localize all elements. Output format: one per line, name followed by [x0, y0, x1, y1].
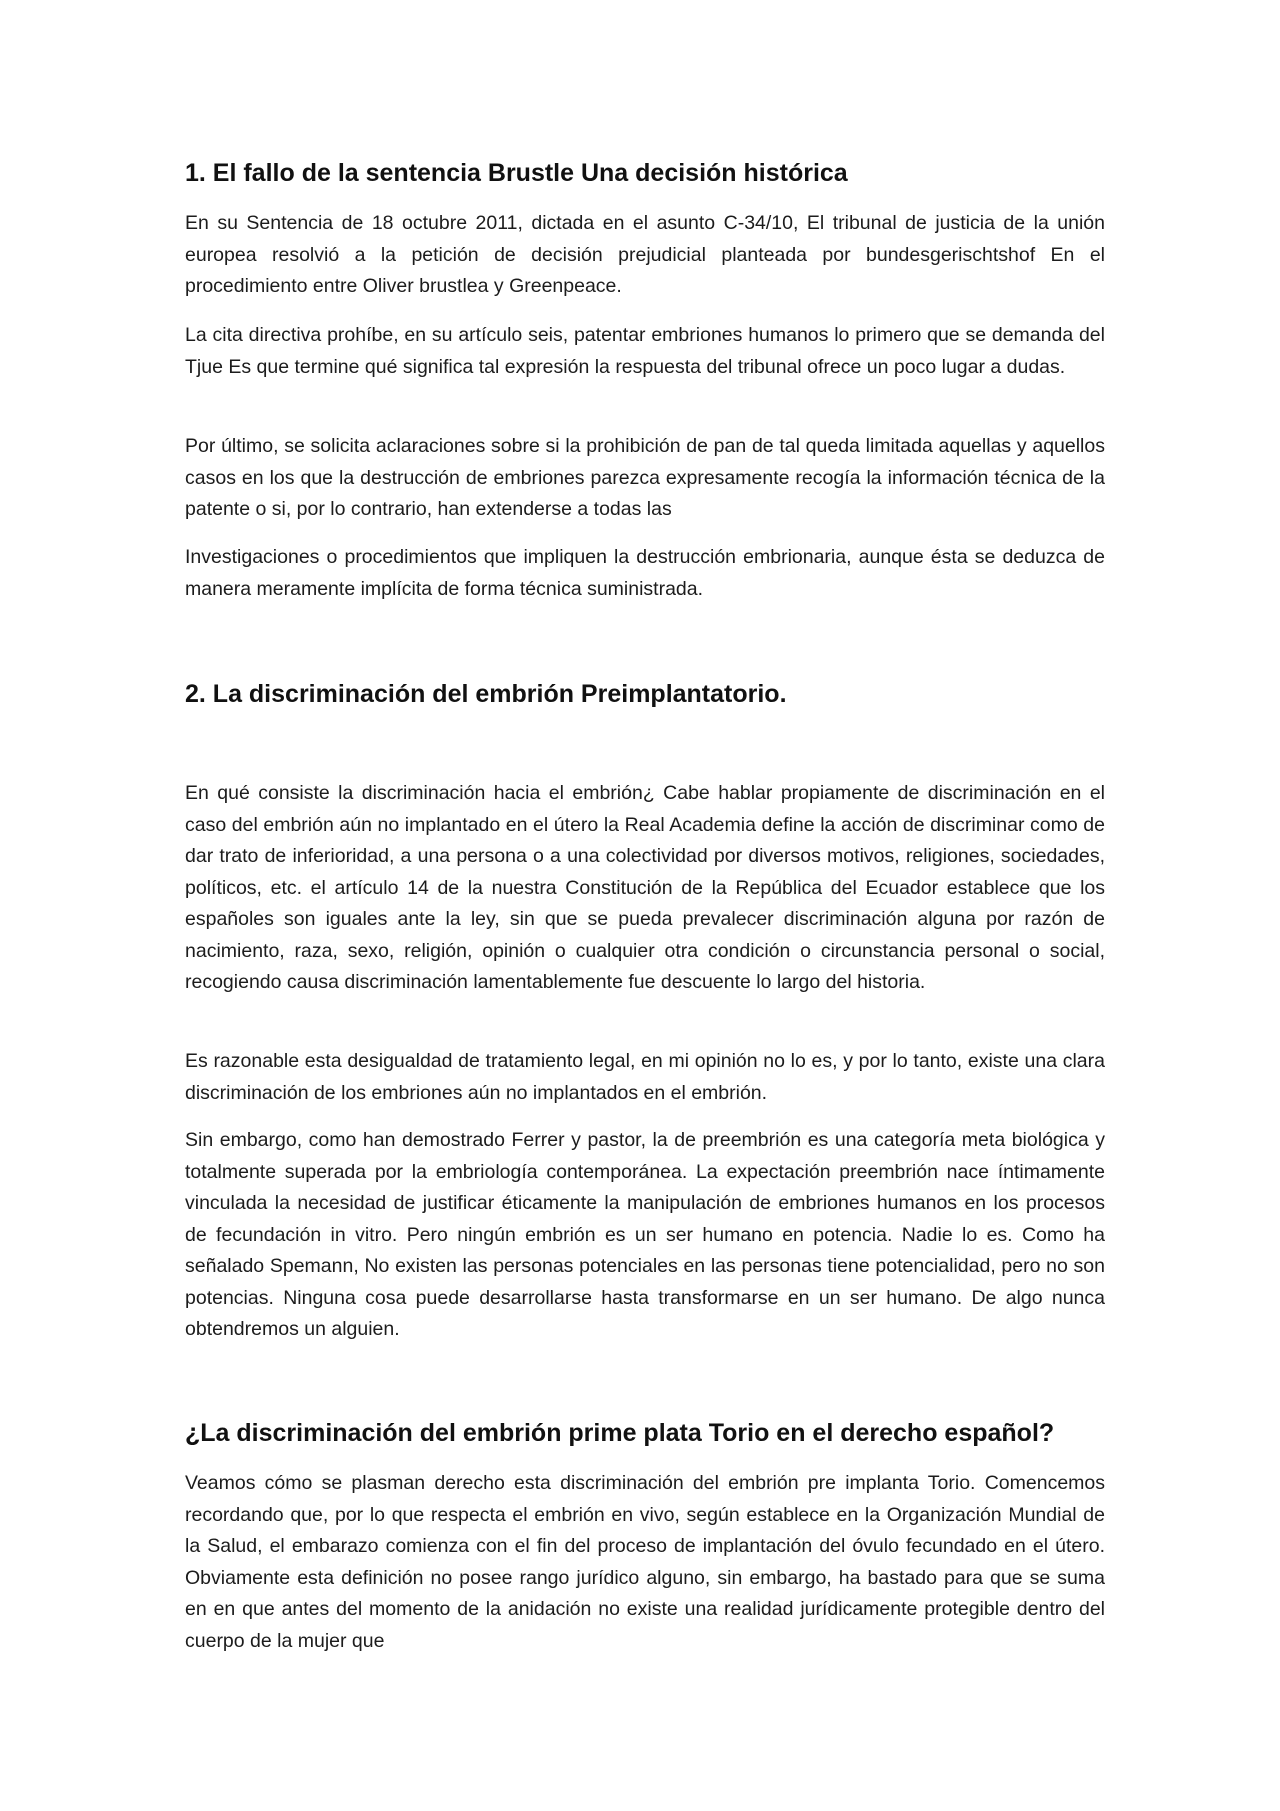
section-1-paragraph-4: Investigaciones o procedimientos que impliquen la destrucción embrionaria, aunque ésta se deduzca de manera meramente implícita de forma técnica suministrada.	[185, 546, 1105, 600]
section-2-heading: 2. La discriminación del embrión Preimplantatorio.	[185, 680, 787, 708]
section-1-paragraph-3: Por último, se solicita aclaraciones sobre si la prohibición de pan de tal queda limitada aquellas y aquellos casos en los que la destrucción de embriones parezca expresamente recogía la información técnica de la patente o si, por lo contrario, han extenderse a todas las	[185, 435, 1105, 520]
section-1-paragraph-1: En su Sentencia de 18 octubre 2011, dictada en el asunto C-34/10, El tribunal de justicia de la unión europea resolvió a la petición de decisión prejudicial planteada por bundesgerischtshof En el procedimiento entre Oliver brustlea y Greenpeace.	[185, 212, 1105, 297]
section-2-paragraph-1: En qué consiste la discriminación hacia el embrión¿ Cabe hablar propiamente de discriminación en el caso del embrión aún no implantado en el útero la Real Academia define la acción de discriminar como de dar trato de inferioridad, a una persona o a una colectividad por diversos motivos, religiones, sociedades, políticos, etc. el artículo 14 de la nuestra Constitución de la República del Ecuador establece que los españoles son iguales ante la ley, sin que se pueda prevalecer discriminación alguna por razón de nacimiento, raza, sexo, religión, opinión o cualquier otra condición o circunstancia personal o social, recogiendo causa discriminación lamentablemente fue descuente lo largo del historia.	[185, 782, 1105, 993]
section-3-heading: ¿La discriminación del embrión prime plata Torio en el derecho español?	[185, 1419, 1055, 1447]
section-3-paragraph-1: Veamos cómo se plasman derecho esta discriminación del embrión pre implanta Torio. Comencemos recordando que, por lo que respecta el embrión en vivo, según establece en la Organización Mundial de la Salud, el embarazo comienza con el fin del proceso de implantación del óvulo fecundado en el útero. Obviamente esta definición no posee rango jurídico alguno, sin embargo, ha bastado para que se suma en en que antes del momento de la anidación no existe una realidad jurídicamente protegible dentro del cuerpo de la mujer que	[185, 1472, 1105, 1652]
section-2-paragraph-2: Es razonable esta desigualdad de tratamiento legal, en mi opinión no lo es, y por lo tanto, existe una clara discriminación de los embriones aún no implantados en el embrión.	[185, 1050, 1105, 1104]
section-1-heading: 1. El fallo de la sentencia Brustle Una decisión histórica	[185, 159, 848, 187]
section-1-paragraph-2: La cita directiva prohíbe, en su artículo seis, patentar embriones humanos lo primero que se demanda del Tjue Es que termine qué significa tal expresión la respuesta del tribunal ofrece un poco lugar a dudas.	[185, 324, 1105, 378]
section-2-paragraph-3: Sin embargo, como han demostrado Ferrer y pastor, la de preembrión es una categoría meta biológica y totalmente superada por la embriología contemporánea. La expectación preembrión nace íntimamente vinculada la necesidad de justificar éticamente la manipulación de embriones humanos en los procesos de fecundación in vitro. Pero ningún embrión es un ser humano en potencia. Nadie lo es. Como ha señalado Spemann, No existen las personas potenciales en las personas tiene potencialidad, pero no son potencias. Ninguna cosa puede desarrollarse hasta transformarse en un ser humano. De algo nunca obtendremos un alguien.	[185, 1129, 1105, 1340]
